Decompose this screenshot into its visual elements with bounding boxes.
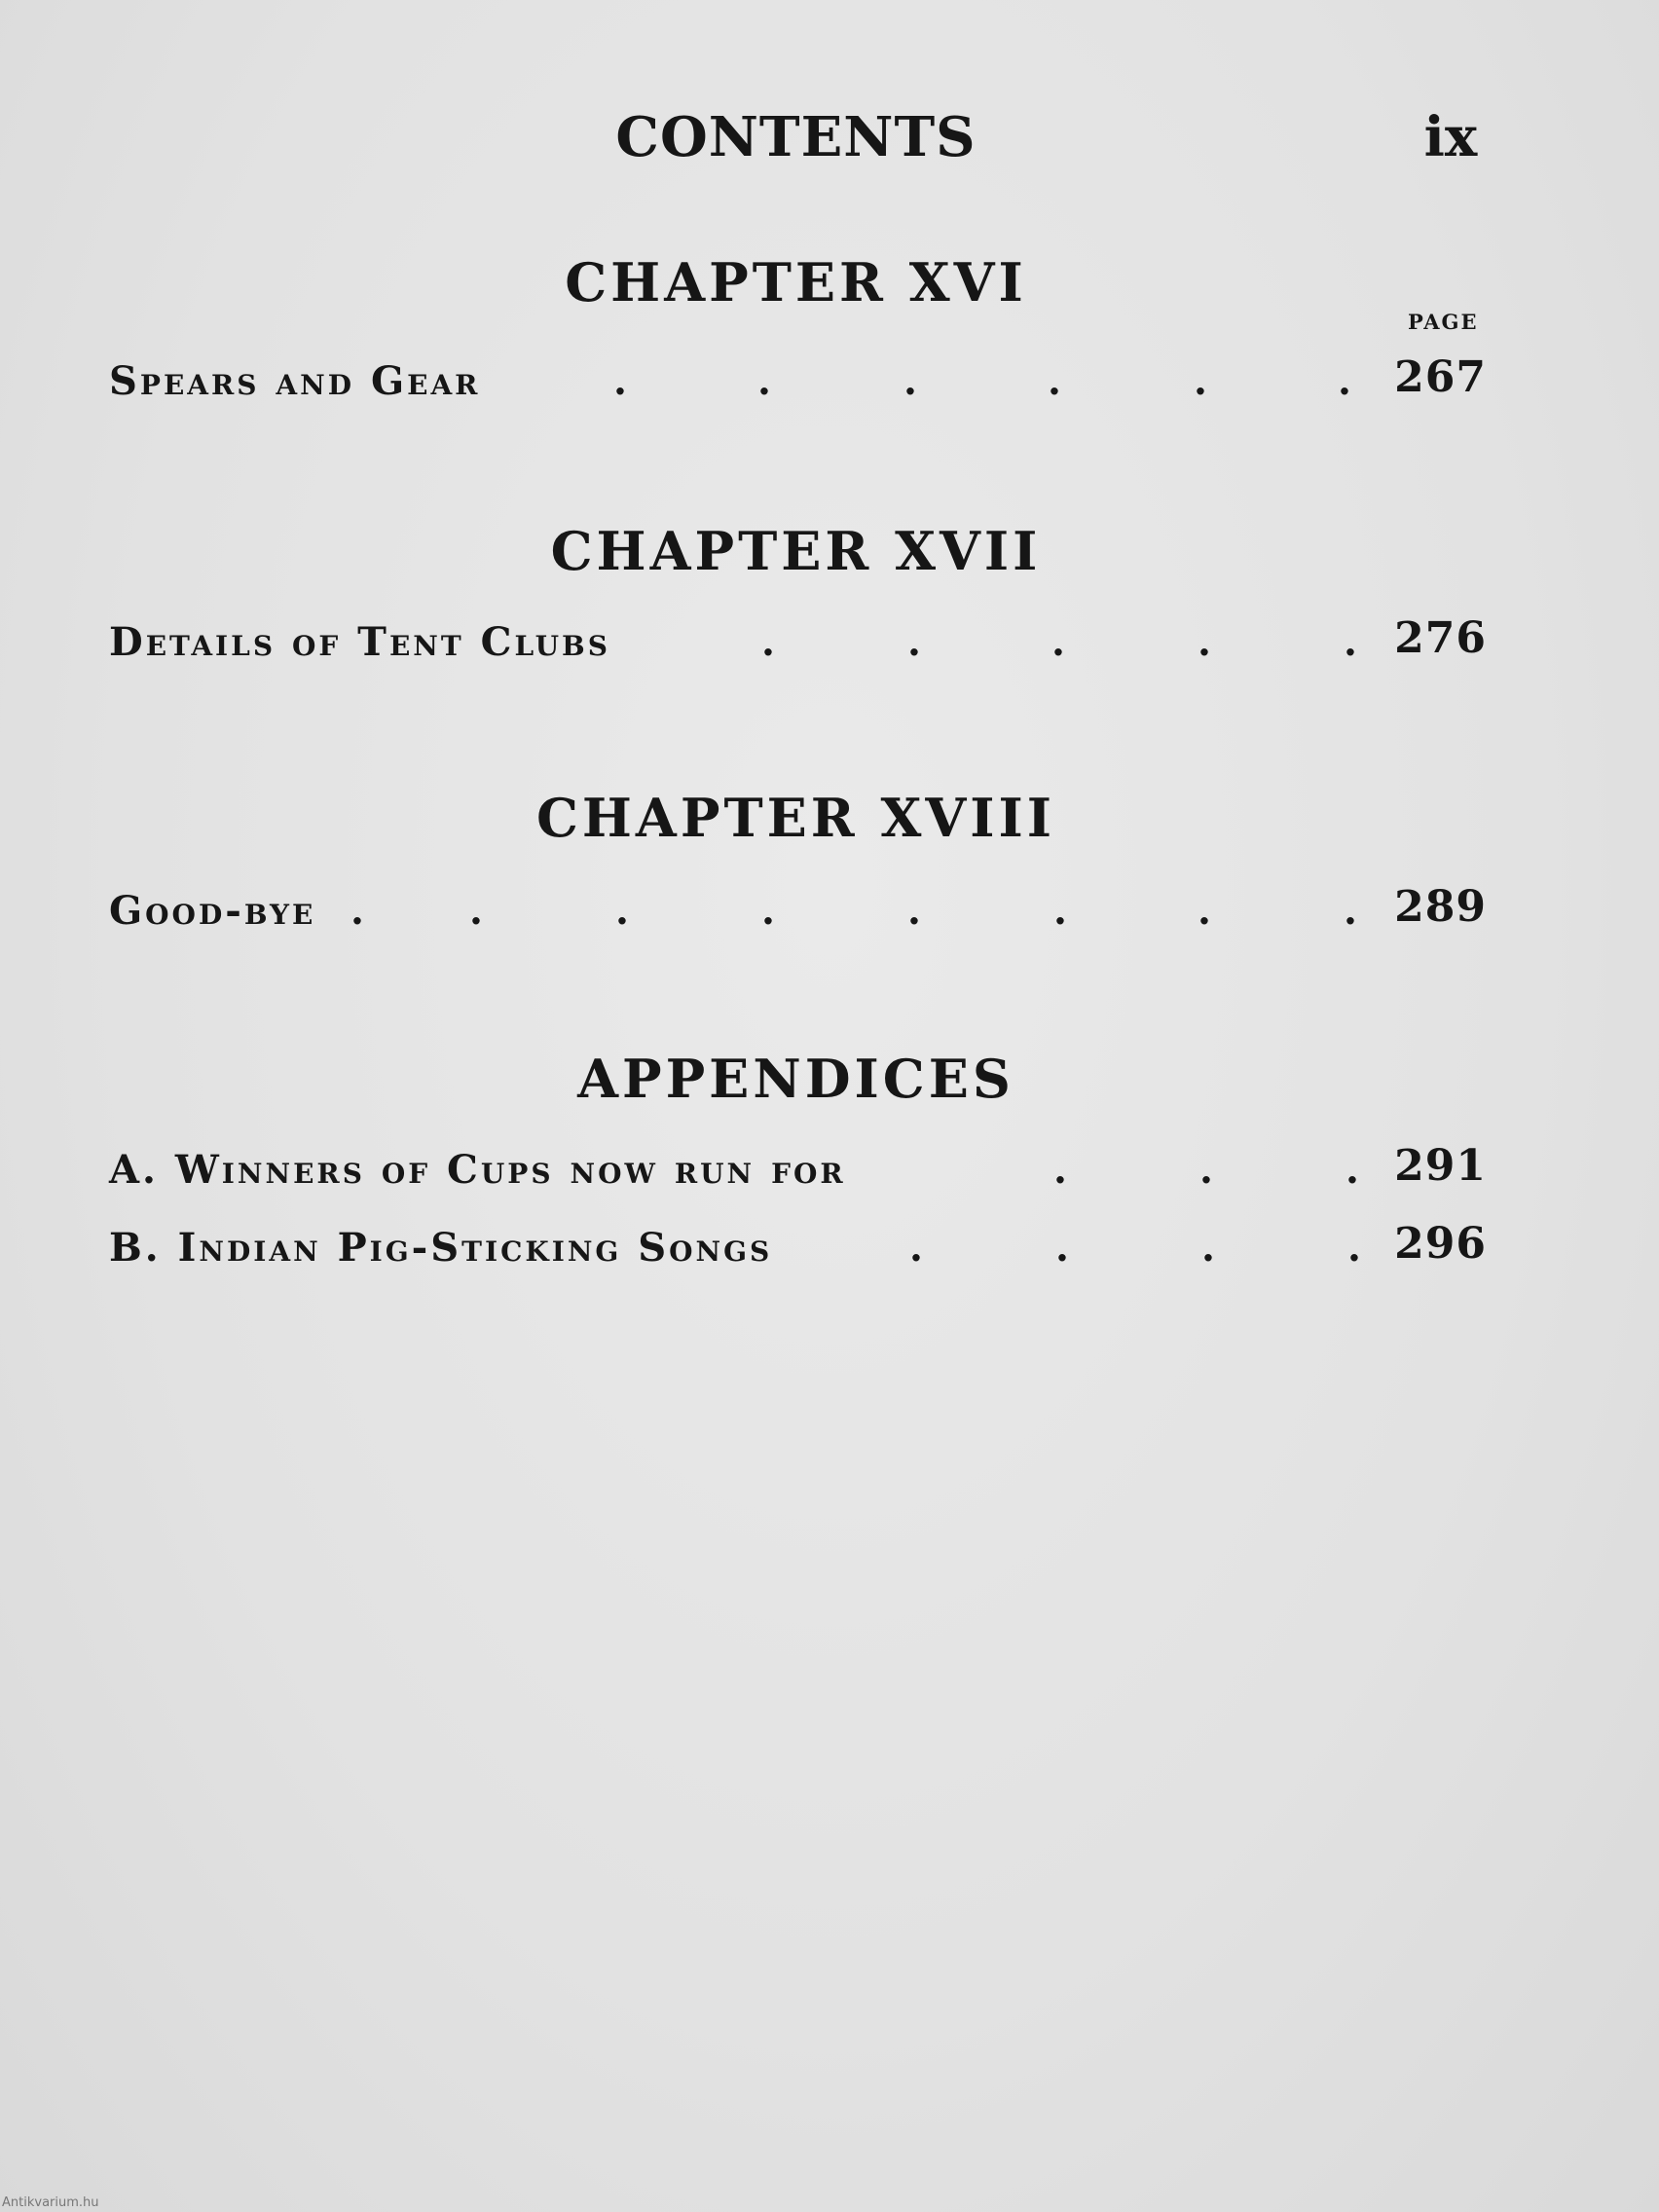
page-column-label: PAGE [1408, 310, 1479, 334]
leader-dot: . [1194, 358, 1207, 404]
leader-dot: . [907, 619, 921, 665]
page-number: ix [1423, 105, 1478, 169]
leader-dot: . [1199, 1147, 1213, 1193]
leader-dot: . [1051, 619, 1065, 665]
leader-dot: . [909, 1225, 923, 1271]
leader-dot: . [615, 888, 629, 934]
toc-entry-title: Details of Tent Clubs [109, 619, 610, 665]
chapter-heading: CHAPTER XVII [550, 520, 1042, 582]
appendices-heading: APPENDICES [577, 1048, 1014, 1110]
toc-entry [109, 1219, 1487, 1283]
toc-entry [109, 352, 1487, 417]
watermark: Antikvarium.hu [2, 2195, 99, 2210]
leader-dot: . [350, 888, 364, 934]
toc-entry [109, 1141, 1487, 1205]
leader-dot: . [1053, 888, 1067, 934]
toc-entry-page: 267 [1394, 352, 1487, 402]
toc-entry-title: B. Indian Pig-Sticking Songs [109, 1225, 773, 1271]
toc-entry [109, 613, 1487, 678]
running-head: CONTENTS [615, 105, 977, 169]
leader-dot: . [761, 888, 775, 934]
leader-dot: . [1344, 888, 1357, 934]
leader-dot: . [1346, 1147, 1359, 1193]
leader-dot: . [1048, 358, 1061, 404]
toc-entry-page: 276 [1394, 613, 1487, 663]
leader-dot: . [1344, 619, 1357, 665]
toc-entry-page: 291 [1394, 1141, 1487, 1191]
leader-dot: . [613, 358, 627, 404]
toc-entry-page: 289 [1394, 882, 1487, 932]
leader-dot: . [907, 888, 921, 934]
leader-dot: . [1201, 1225, 1215, 1271]
toc-entry [109, 882, 1487, 946]
toc-entry-title: Spears and Gear [109, 358, 481, 404]
leader-dot: . [903, 358, 917, 404]
toc-entry-title: A. Winners of Cups now run for [109, 1147, 846, 1193]
toc-entry-title: Good-bye [109, 888, 316, 934]
chapter-heading: CHAPTER XVI [565, 251, 1027, 313]
leader-dot: . [1338, 358, 1351, 404]
leader-dot: . [1055, 1225, 1069, 1271]
leader-dot: . [1198, 619, 1211, 665]
leader-dot: . [757, 358, 771, 404]
chapter-heading: CHAPTER XVIII [535, 787, 1056, 849]
leader-dot: . [1198, 888, 1211, 934]
leader-dot: . [1347, 1225, 1361, 1271]
leader-dot: . [1053, 1147, 1067, 1193]
leader-dot: . [469, 888, 483, 934]
toc-entry-page: 296 [1394, 1219, 1487, 1269]
leader-dot: . [761, 619, 775, 665]
